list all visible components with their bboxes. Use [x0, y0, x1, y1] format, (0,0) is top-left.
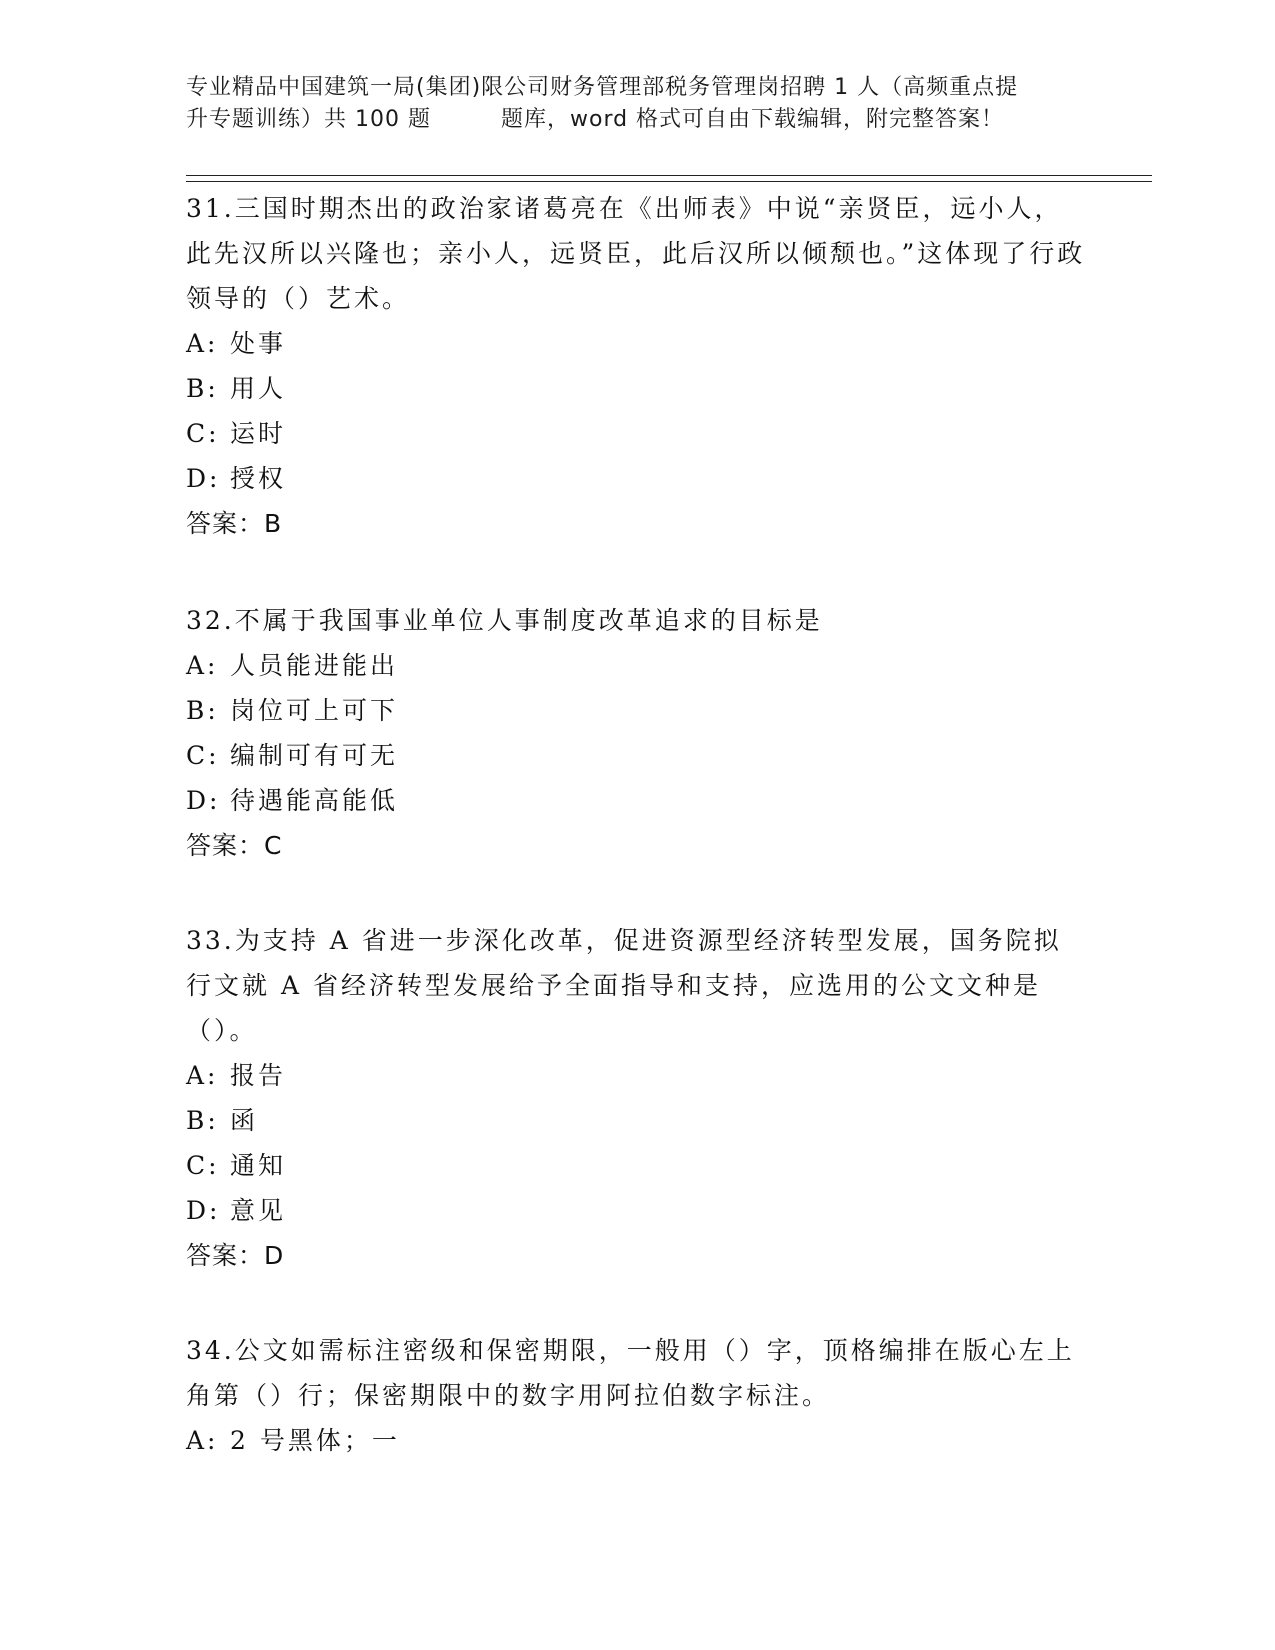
option-d — [186, 778, 1086, 823]
answer-line: 答案：C — [186, 831, 283, 860]
option-letter: D: — [186, 786, 221, 815]
option-letter: C: — [186, 1151, 220, 1180]
option-letter: C: — [186, 741, 220, 770]
option-c — [186, 733, 1086, 778]
option-b — [186, 688, 1086, 733]
option-d — [186, 456, 1086, 501]
option-a — [186, 1053, 1086, 1098]
option-a — [186, 1418, 1086, 1463]
option-letter: D: — [186, 464, 221, 493]
option-b — [186, 1098, 1086, 1143]
header-line-1: 专业精品中国建筑一局(集团)限公司财务管理部税务管理岗招聘 1 人（高频重点提 — [186, 75, 1019, 100]
question-33 — [186, 918, 1086, 1279]
option-text: 编制可有可无 — [230, 741, 399, 770]
option-a — [186, 643, 1086, 688]
header-divider-bottom — [186, 181, 1152, 182]
question-32 — [186, 598, 1086, 869]
header-line-2 — [186, 104, 1086, 136]
option-text: 报告 — [230, 1061, 287, 1090]
option-text: 函 — [230, 1106, 259, 1135]
option-c — [186, 1143, 1086, 1188]
question-text: 31.三国时期杰出的政治家诸葛亮在《出师表》中说“亲贤臣，远小人，此先汉所以兴隆也；亲小人，远贤臣，此后汉所以倾颓也。”这体现了行政领导的（）艺术。 — [186, 194, 1086, 313]
option-text: 用人 — [230, 374, 287, 403]
header-line-2-right: 题库，word 格式可自由下载编辑，附完整答案！ — [500, 107, 1005, 132]
option-letter: B: — [186, 374, 219, 403]
answer-line: 答案：D — [186, 1241, 285, 1270]
option-a — [186, 321, 1086, 366]
question-text: 33.为支持 A 省进一步深化改革，促进资源型经济转型发展，国务院拟行文就 A 省经济转型发展给予全面指导和支持，应选用的公文文种是（）。 — [186, 926, 1062, 1045]
option-b — [186, 366, 1086, 411]
option-text: 2 号黑体；一 — [230, 1426, 400, 1455]
option-letter: A: — [186, 651, 219, 680]
option-text: 岗位可上可下 — [230, 696, 399, 725]
option-letter: B: — [186, 1106, 219, 1135]
question-text: 32.不属于我国事业单位人事制度改革追求的目标是 — [186, 606, 823, 635]
question-text: 34.公文如需标注密级和保密期限，一般用（）字，顶格编排在版心左上角第（）行；保密期限中的数字用阿拉伯数字标注。 — [186, 1336, 1075, 1410]
question-34 — [186, 1328, 1086, 1463]
option-letter: A: — [186, 1426, 219, 1455]
option-text: 人员能进能出 — [230, 651, 399, 680]
option-text: 处事 — [230, 329, 287, 358]
answer-line: 答案：B — [186, 509, 283, 538]
option-text: 通知 — [230, 1151, 287, 1180]
question-31 — [186, 186, 1086, 547]
option-letter: D: — [186, 1196, 221, 1225]
option-text: 运时 — [230, 419, 287, 448]
option-text: 授权 — [230, 464, 287, 493]
option-letter: A: — [186, 329, 219, 358]
option-letter: A: — [186, 1061, 219, 1090]
document-header — [186, 72, 1086, 136]
option-letter: C: — [186, 419, 220, 448]
option-letter: B: — [186, 696, 219, 725]
option-text: 意见 — [230, 1196, 287, 1225]
option-text: 待遇能高能低 — [230, 786, 399, 815]
header-line-2-left: 升专题训练）共 100 题 — [186, 107, 431, 132]
header-divider-top — [186, 175, 1152, 176]
option-c — [186, 411, 1086, 456]
option-d — [186, 1188, 1086, 1233]
